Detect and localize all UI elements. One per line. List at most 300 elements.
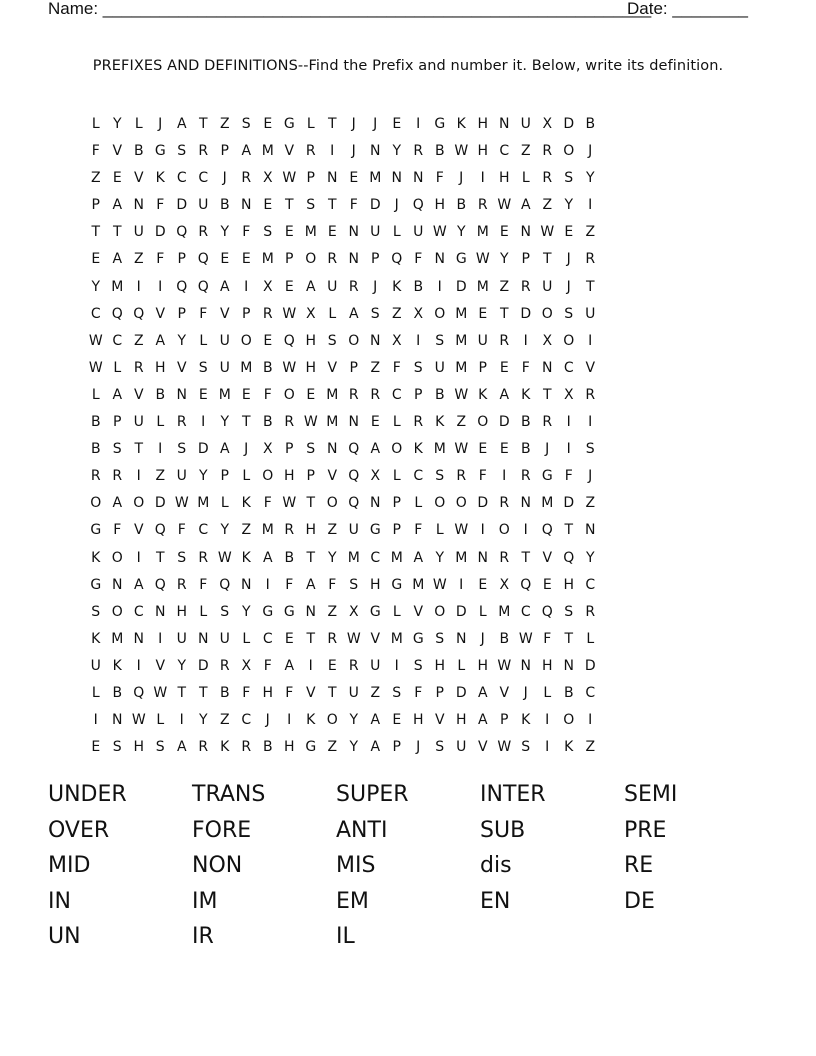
grid-letter[interactable]: Z bbox=[391, 305, 402, 322]
grid-letter[interactable]: B bbox=[284, 549, 295, 566]
grid-letter[interactable]: I bbox=[437, 278, 442, 295]
grid-letter[interactable]: P bbox=[113, 414, 122, 431]
grid-letter[interactable]: Z bbox=[155, 468, 166, 485]
grid-letter[interactable]: W bbox=[174, 495, 189, 512]
grid-letter[interactable]: A bbox=[370, 739, 381, 756]
grid-letter[interactable]: J bbox=[523, 684, 528, 701]
grid-letter[interactable]: N bbox=[370, 495, 381, 512]
grid-letter[interactable]: I bbox=[523, 522, 528, 539]
grid-letter[interactable]: M bbox=[476, 278, 489, 295]
grid-letter[interactable]: L bbox=[521, 170, 530, 187]
grid-letter[interactable]: N bbox=[241, 197, 252, 214]
grid-letter[interactable]: F bbox=[414, 251, 423, 268]
grid-letter[interactable]: E bbox=[327, 224, 337, 241]
grid-letter[interactable]: E bbox=[478, 305, 488, 322]
grid-letter[interactable]: I bbox=[545, 739, 550, 756]
grid-letter[interactable]: R bbox=[133, 359, 144, 376]
grid-letter[interactable]: I bbox=[566, 441, 571, 458]
grid-letter[interactable]: N bbox=[348, 224, 359, 241]
grid-letter[interactable]: G bbox=[391, 576, 403, 593]
grid-letter[interactable]: P bbox=[392, 522, 401, 539]
grid-letter[interactable]: O bbox=[455, 495, 467, 512]
grid-letter[interactable]: X bbox=[413, 305, 424, 322]
grid-letter[interactable]: I bbox=[588, 414, 593, 431]
grid-letter[interactable]: Q bbox=[348, 441, 360, 458]
grid-letter[interactable]: Q bbox=[154, 576, 166, 593]
grid-letter[interactable]: Z bbox=[327, 522, 338, 539]
grid-letter[interactable]: B bbox=[413, 278, 424, 295]
grid-letter[interactable]: C bbox=[198, 170, 209, 187]
grid-letter[interactable]: U bbox=[370, 224, 381, 241]
grid-letter[interactable]: F bbox=[328, 576, 337, 593]
grid-letter[interactable]: L bbox=[392, 414, 401, 431]
grid-letter[interactable]: W bbox=[88, 359, 103, 376]
grid-letter[interactable]: R bbox=[542, 170, 553, 187]
grid-letter[interactable]: I bbox=[244, 278, 249, 295]
grid-letter[interactable]: M bbox=[261, 522, 274, 539]
grid-letter[interactable]: S bbox=[177, 143, 187, 160]
grid-letter[interactable]: A bbox=[133, 576, 144, 593]
grid-letter[interactable]: W bbox=[217, 549, 232, 566]
grid-letter[interactable]: K bbox=[220, 739, 230, 756]
grid-letter[interactable]: Q bbox=[541, 522, 553, 539]
grid-letter[interactable]: W bbox=[88, 332, 103, 349]
grid-letter[interactable]: Z bbox=[456, 414, 467, 431]
grid-letter[interactable]: P bbox=[500, 712, 509, 729]
grid-letter[interactable]: M bbox=[433, 441, 446, 458]
grid-letter[interactable]: E bbox=[478, 576, 488, 593]
grid-letter[interactable]: V bbox=[176, 359, 187, 376]
grid-letter[interactable]: R bbox=[176, 414, 187, 431]
grid-letter[interactable]: I bbox=[136, 549, 141, 566]
grid-letter[interactable]: M bbox=[197, 495, 210, 512]
grid-letter[interactable]: E bbox=[499, 224, 509, 241]
grid-letter[interactable]: O bbox=[498, 522, 510, 539]
grid-letter[interactable]: S bbox=[392, 684, 402, 701]
grid-letter[interactable]: J bbox=[588, 143, 593, 160]
grid-letter[interactable]: M bbox=[261, 251, 274, 268]
grid-letter[interactable]: H bbox=[434, 657, 446, 674]
grid-letter[interactable]: G bbox=[455, 251, 467, 268]
grid-letter[interactable]: B bbox=[219, 197, 230, 214]
grid-letter[interactable]: A bbox=[305, 278, 316, 295]
grid-letter[interactable]: E bbox=[91, 251, 101, 268]
grid-letter[interactable]: F bbox=[242, 684, 251, 701]
grid-letter[interactable]: N bbox=[133, 630, 144, 647]
grid-letter[interactable]: F bbox=[543, 630, 552, 647]
grid-letter[interactable]: G bbox=[283, 603, 295, 620]
grid-letter[interactable]: F bbox=[91, 143, 100, 160]
grid-letter[interactable]: Y bbox=[349, 739, 359, 756]
grid-letter[interactable]: E bbox=[392, 116, 402, 132]
grid-letter[interactable]: E bbox=[220, 251, 230, 268]
grid-letter[interactable]: D bbox=[369, 197, 381, 214]
grid-letter[interactable]: I bbox=[588, 712, 593, 729]
grid-letter[interactable]: F bbox=[435, 170, 444, 187]
grid-letter[interactable]: F bbox=[242, 224, 251, 241]
grid-letter[interactable]: O bbox=[283, 386, 295, 403]
grid-letter[interactable]: S bbox=[349, 576, 359, 593]
grid-letter[interactable]: M bbox=[369, 170, 382, 187]
grid-letter[interactable]: H bbox=[498, 170, 510, 187]
grid-letter[interactable]: Z bbox=[585, 495, 596, 512]
grid-letter[interactable]: O bbox=[305, 251, 317, 268]
grid-letter[interactable]: H bbox=[369, 576, 381, 593]
grid-letter[interactable]: X bbox=[262, 170, 273, 187]
grid-letter[interactable]: P bbox=[349, 359, 358, 376]
grid-letter[interactable]: V bbox=[434, 712, 445, 729]
grid-letter[interactable]: I bbox=[330, 143, 335, 160]
grid-letter[interactable]: U bbox=[219, 359, 230, 376]
grid-letter[interactable]: S bbox=[91, 603, 101, 620]
grid-letter[interactable]: W bbox=[432, 576, 447, 593]
grid-letter[interactable]: E bbox=[241, 386, 251, 403]
grid-letter[interactable]: N bbox=[434, 251, 445, 268]
grid-letter[interactable]: V bbox=[155, 305, 166, 322]
grid-letter[interactable]: B bbox=[262, 739, 273, 756]
grid-letter[interactable]: T bbox=[198, 684, 208, 701]
grid-letter[interactable]: U bbox=[176, 468, 187, 485]
grid-letter[interactable]: Q bbox=[133, 684, 145, 701]
grid-letter[interactable]: J bbox=[416, 739, 421, 756]
grid-letter[interactable]: L bbox=[91, 116, 100, 132]
grid-letter[interactable]: E bbox=[542, 576, 552, 593]
grid-letter[interactable]: N bbox=[198, 630, 209, 647]
grid-letter[interactable]: S bbox=[413, 359, 423, 376]
grid-letter[interactable]: Z bbox=[585, 224, 596, 241]
grid-letter[interactable]: A bbox=[305, 576, 316, 593]
grid-letter[interactable]: R bbox=[413, 143, 424, 160]
grid-letter[interactable]: Y bbox=[585, 170, 595, 187]
grid-letter[interactable]: O bbox=[90, 495, 102, 512]
grid-letter[interactable]: T bbox=[241, 414, 251, 431]
grid-letter[interactable]: Q bbox=[111, 305, 123, 322]
grid-letter[interactable]: C bbox=[262, 630, 273, 647]
grid-letter[interactable]: N bbox=[499, 116, 510, 132]
grid-letter[interactable]: T bbox=[564, 522, 574, 539]
grid-letter[interactable]: M bbox=[498, 603, 511, 620]
grid-letter[interactable]: Z bbox=[542, 197, 553, 214]
grid-letter[interactable]: O bbox=[326, 495, 338, 512]
grid-letter[interactable]: N bbox=[456, 630, 467, 647]
grid-letter[interactable]: Y bbox=[198, 468, 208, 485]
grid-letter[interactable]: O bbox=[563, 332, 575, 349]
grid-letter[interactable]: K bbox=[306, 712, 316, 729]
grid-letter[interactable]: U bbox=[327, 278, 338, 295]
grid-letter[interactable]: J bbox=[373, 116, 378, 132]
grid-letter[interactable]: R bbox=[499, 332, 510, 349]
grid-letter[interactable]: X bbox=[241, 657, 252, 674]
grid-letter[interactable]: A bbox=[241, 143, 252, 160]
grid-letter[interactable]: O bbox=[262, 468, 274, 485]
grid-letter[interactable]: N bbox=[112, 576, 123, 593]
grid-letter[interactable]: J bbox=[244, 441, 249, 458]
grid-letter[interactable]: Z bbox=[90, 170, 101, 187]
grid-letter[interactable]: K bbox=[435, 414, 445, 431]
grid-letter[interactable]: O bbox=[434, 495, 446, 512]
grid-letter[interactable]: G bbox=[412, 630, 424, 647]
grid-letter[interactable]: B bbox=[520, 414, 531, 431]
grid-letter[interactable]: A bbox=[262, 549, 273, 566]
grid-letter[interactable]: T bbox=[177, 684, 187, 701]
grid-letter[interactable]: S bbox=[306, 197, 316, 214]
grid-letter[interactable]: S bbox=[435, 739, 445, 756]
grid-letter[interactable]: W bbox=[153, 684, 168, 701]
grid-letter[interactable]: L bbox=[91, 684, 100, 701]
grid-letter[interactable]: B bbox=[90, 414, 101, 431]
grid-letter[interactable]: X bbox=[370, 468, 381, 485]
grid-letter[interactable]: R bbox=[198, 549, 209, 566]
grid-letter[interactable]: M bbox=[455, 549, 468, 566]
grid-letter[interactable]: B bbox=[456, 197, 467, 214]
grid-letter[interactable]: N bbox=[133, 197, 144, 214]
grid-letter[interactable]: W bbox=[454, 522, 469, 539]
grid-letter[interactable]: R bbox=[327, 630, 338, 647]
grid-letter[interactable]: Z bbox=[219, 116, 230, 132]
grid-letter[interactable]: J bbox=[394, 197, 399, 214]
grid-letter[interactable]: E bbox=[263, 332, 273, 349]
grid-letter[interactable]: M bbox=[455, 332, 468, 349]
grid-letter[interactable]: C bbox=[413, 468, 424, 485]
grid-letter[interactable]: Y bbox=[564, 197, 574, 214]
grid-letter[interactable]: N bbox=[112, 712, 123, 729]
grid-letter[interactable]: G bbox=[90, 576, 102, 593]
grid-letter[interactable]: V bbox=[219, 305, 230, 322]
grid-letter[interactable]: H bbox=[563, 576, 575, 593]
grid-letter[interactable]: Q bbox=[391, 251, 403, 268]
grid-letter[interactable]: F bbox=[285, 576, 294, 593]
grid-letter[interactable]: L bbox=[156, 712, 165, 729]
grid-letter[interactable]: X bbox=[563, 386, 574, 403]
grid-letter[interactable]: U bbox=[434, 359, 445, 376]
grid-letter[interactable]: K bbox=[241, 549, 251, 566]
grid-letter[interactable]: Z bbox=[520, 143, 531, 160]
grid-letter[interactable]: X bbox=[262, 278, 273, 295]
grid-letter[interactable]: S bbox=[435, 468, 445, 485]
grid-letter[interactable]: V bbox=[284, 143, 295, 160]
grid-letter[interactable]: M bbox=[455, 359, 468, 376]
grid-letter[interactable]: R bbox=[499, 549, 510, 566]
grid-letter[interactable]: L bbox=[586, 630, 595, 647]
grid-letter[interactable]: B bbox=[112, 684, 123, 701]
grid-letter[interactable]: O bbox=[434, 603, 446, 620]
grid-letter[interactable]: I bbox=[416, 332, 421, 349]
grid-letter[interactable]: F bbox=[285, 684, 294, 701]
grid-letter[interactable]: R bbox=[305, 143, 316, 160]
grid-letter[interactable]: Q bbox=[197, 251, 209, 268]
grid-letter[interactable]: R bbox=[499, 495, 510, 512]
grid-letter[interactable]: U bbox=[585, 305, 596, 322]
grid-letter[interactable]: L bbox=[414, 495, 423, 512]
grid-letter[interactable]: J bbox=[588, 468, 593, 485]
grid-letter[interactable]: K bbox=[521, 712, 531, 729]
grid-letter[interactable]: B bbox=[155, 386, 166, 403]
grid-letter[interactable]: W bbox=[454, 143, 469, 160]
grid-letter[interactable]: Q bbox=[219, 576, 231, 593]
grid-letter[interactable]: R bbox=[520, 278, 531, 295]
grid-letter[interactable]: B bbox=[133, 143, 144, 160]
grid-letter[interactable]: E bbox=[284, 630, 294, 647]
grid-letter[interactable]: L bbox=[306, 116, 315, 132]
grid-letter[interactable]: H bbox=[477, 657, 489, 674]
grid-letter[interactable]: H bbox=[305, 359, 317, 376]
grid-letter[interactable]: I bbox=[179, 712, 184, 729]
grid-letter[interactable]: U bbox=[413, 224, 424, 241]
grid-letter[interactable]: W bbox=[131, 712, 146, 729]
grid-letter[interactable]: L bbox=[199, 332, 208, 349]
grid-letter[interactable]: P bbox=[306, 468, 315, 485]
grid-letter[interactable]: D bbox=[584, 657, 596, 674]
grid-letter[interactable]: N bbox=[348, 251, 359, 268]
grid-letter[interactable]: D bbox=[154, 495, 166, 512]
grid-letter[interactable]: H bbox=[154, 359, 166, 376]
grid-letter[interactable]: W bbox=[346, 630, 361, 647]
grid-letter[interactable]: K bbox=[112, 657, 122, 674]
grid-letter[interactable]: G bbox=[369, 522, 381, 539]
grid-letter[interactable]: X bbox=[499, 576, 510, 593]
grid-letter[interactable]: N bbox=[370, 332, 381, 349]
grid-letter[interactable]: V bbox=[155, 657, 166, 674]
grid-letter[interactable]: S bbox=[112, 441, 122, 458]
grid-letter[interactable]: K bbox=[521, 386, 531, 403]
grid-letter[interactable]: A bbox=[413, 549, 424, 566]
grid-letter[interactable]: Q bbox=[541, 603, 553, 620]
grid-letter[interactable]: T bbox=[306, 495, 316, 512]
grid-letter[interactable]: Y bbox=[220, 522, 230, 539]
grid-letter[interactable]: O bbox=[111, 603, 123, 620]
grid-letter[interactable]: M bbox=[390, 630, 403, 647]
grid-letter[interactable]: D bbox=[154, 224, 166, 241]
grid-letter[interactable]: N bbox=[542, 359, 553, 376]
grid-letter[interactable]: F bbox=[113, 522, 122, 539]
grid-letter[interactable]: S bbox=[564, 603, 574, 620]
grid-letter[interactable]: P bbox=[220, 468, 229, 485]
grid-letter[interactable]: L bbox=[199, 603, 208, 620]
grid-letter[interactable]: H bbox=[541, 657, 553, 674]
grid-letter[interactable]: J bbox=[480, 630, 485, 647]
grid-letter[interactable]: A bbox=[499, 386, 510, 403]
grid-letter[interactable]: F bbox=[414, 684, 423, 701]
grid-letter[interactable]: M bbox=[111, 278, 124, 295]
grid-letter[interactable]: Z bbox=[327, 603, 338, 620]
grid-letter[interactable]: Q bbox=[283, 332, 295, 349]
grid-letter[interactable]: H bbox=[176, 603, 188, 620]
grid-letter[interactable]: H bbox=[305, 522, 317, 539]
grid-letter[interactable]: V bbox=[112, 143, 123, 160]
grid-letter[interactable]: S bbox=[435, 332, 445, 349]
grid-letter[interactable]: N bbox=[413, 170, 424, 187]
grid-letter[interactable]: Q bbox=[176, 278, 188, 295]
grid-letter[interactable]: E bbox=[392, 712, 402, 729]
grid-letter[interactable]: V bbox=[327, 359, 338, 376]
grid-letter[interactable]: N bbox=[305, 603, 316, 620]
grid-letter[interactable]: S bbox=[306, 441, 316, 458]
grid-letter[interactable]: D bbox=[477, 495, 489, 512]
grid-letter[interactable]: L bbox=[328, 305, 337, 322]
grid-letter[interactable]: V bbox=[133, 170, 144, 187]
grid-letter[interactable]: V bbox=[327, 468, 338, 485]
grid-letter[interactable]: R bbox=[585, 251, 596, 268]
grid-letter[interactable]: G bbox=[90, 522, 102, 539]
grid-letter[interactable]: L bbox=[134, 116, 143, 132]
grid-letter[interactable]: I bbox=[158, 278, 163, 295]
grid-letter[interactable]: R bbox=[477, 197, 488, 214]
grid-letter[interactable]: N bbox=[155, 603, 166, 620]
grid-letter[interactable]: S bbox=[220, 603, 230, 620]
grid-letter[interactable]: B bbox=[434, 143, 445, 160]
grid-letter[interactable]: N bbox=[327, 441, 338, 458]
grid-letter[interactable]: I bbox=[588, 332, 593, 349]
grid-letter[interactable]: J bbox=[459, 170, 464, 187]
grid-letter[interactable]: A bbox=[112, 495, 123, 512]
grid-letter[interactable]: X bbox=[542, 116, 553, 132]
grid-letter[interactable]: X bbox=[305, 305, 316, 322]
grid-letter[interactable]: D bbox=[563, 116, 575, 132]
grid-letter[interactable]: I bbox=[93, 712, 98, 729]
grid-letter[interactable]: P bbox=[285, 251, 294, 268]
grid-letter[interactable]: N bbox=[520, 224, 531, 241]
grid-letter[interactable]: G bbox=[154, 143, 166, 160]
grid-letter[interactable]: J bbox=[222, 170, 227, 187]
grid-letter[interactable]: E bbox=[263, 197, 273, 214]
grid-letter[interactable]: U bbox=[133, 224, 144, 241]
grid-letter[interactable]: L bbox=[220, 495, 229, 512]
grid-letter[interactable]: W bbox=[497, 657, 512, 674]
grid-letter[interactable]: U bbox=[176, 630, 187, 647]
grid-letter[interactable]: N bbox=[176, 386, 187, 403]
grid-letter[interactable]: E bbox=[478, 441, 488, 458]
grid-letter[interactable]: B bbox=[585, 116, 596, 132]
grid-letter[interactable]: W bbox=[497, 197, 512, 214]
grid-letter[interactable]: L bbox=[478, 603, 487, 620]
grid-letter[interactable]: R bbox=[585, 386, 596, 403]
grid-letter[interactable]: O bbox=[434, 305, 446, 322]
grid-letter[interactable]: A bbox=[284, 657, 295, 674]
grid-letter[interactable]: F bbox=[177, 522, 186, 539]
grid-letter[interactable]: O bbox=[240, 332, 252, 349]
grid-letter[interactable]: E bbox=[241, 251, 251, 268]
grid-letter[interactable]: U bbox=[542, 278, 553, 295]
grid-letter[interactable]: O bbox=[563, 712, 575, 729]
grid-letter[interactable]: D bbox=[455, 603, 467, 620]
grid-letter[interactable]: V bbox=[542, 549, 553, 566]
grid-letter[interactable]: Y bbox=[435, 549, 445, 566]
grid-letter[interactable]: U bbox=[133, 414, 144, 431]
grid-letter[interactable]: M bbox=[240, 359, 253, 376]
grid-letter[interactable]: H bbox=[477, 143, 489, 160]
grid-letter[interactable]: F bbox=[414, 522, 423, 539]
grid-letter[interactable]: F bbox=[478, 468, 487, 485]
grid-letter[interactable]: I bbox=[545, 712, 550, 729]
grid-letter[interactable]: P bbox=[435, 684, 444, 701]
grid-letter[interactable]: U bbox=[90, 657, 101, 674]
grid-letter[interactable]: I bbox=[480, 170, 485, 187]
grid-letter[interactable]: R bbox=[327, 251, 338, 268]
grid-letter[interactable]: P bbox=[306, 170, 315, 187]
grid-letter[interactable]: J bbox=[545, 441, 550, 458]
grid-letter[interactable]: S bbox=[112, 739, 122, 756]
grid-letter[interactable]: L bbox=[242, 630, 251, 647]
grid-letter[interactable]: Y bbox=[220, 414, 230, 431]
grid-letter[interactable]: I bbox=[308, 657, 313, 674]
grid-letter[interactable]: F bbox=[199, 305, 208, 322]
grid-letter[interactable]: X bbox=[262, 441, 273, 458]
grid-letter[interactable]: A bbox=[477, 712, 488, 729]
grid-letter[interactable]: T bbox=[521, 549, 531, 566]
grid-letter[interactable]: S bbox=[413, 657, 423, 674]
grid-letter[interactable]: E bbox=[91, 739, 101, 756]
grid-letter[interactable]: X bbox=[542, 332, 553, 349]
